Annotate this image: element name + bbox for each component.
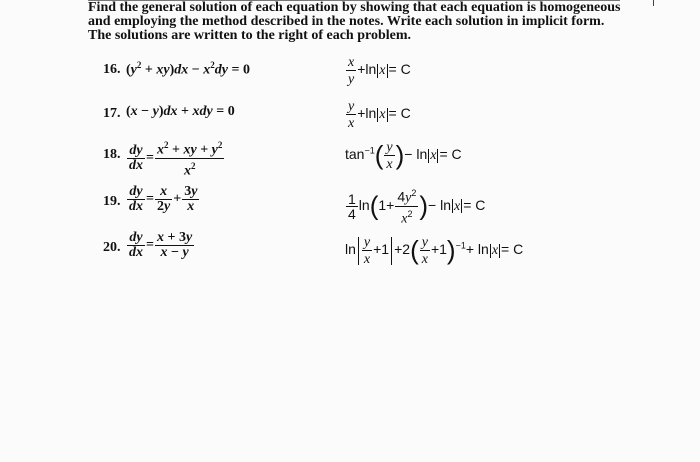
problem-equation: $(y^2 + xy)dx - x^2dy = 0$ — [126, 60, 250, 78]
problem-solution: $\tan^{-1}$( $\frac{y}{x}$ )− ln x = C — [345, 140, 462, 172]
problem-solution: $\frac{1}{4}$ ln(1+ $\frac{4y^2}{x^2}$ )− ln x = C — [348, 188, 486, 227]
problem-solution: $\frac{y}{x}$ +ln x = C — [348, 99, 411, 131]
problem-equation: (x − y)dx + xdy = 0 — [126, 104, 235, 119]
instructions-line-2: and employing the method described in the notes. Write each solution in implicit form. — [88, 14, 605, 29]
instructions — [88, 1, 648, 43]
problem-equation: $\frac{dy}{dx}$ = $\frac{x}{2y}$ + $\frac{3y}{x}$ — [129, 184, 198, 214]
problem-number: 18. — [103, 147, 121, 162]
corner-tick — [653, 0, 654, 6]
problem-number: 20. — [103, 240, 121, 255]
problem-solution: $\frac{x}{y}$ +ln x = C — [348, 55, 411, 87]
problem-number: 19. — [103, 194, 121, 209]
instructions-line-3: The solutions are written to the right of each problem. — [88, 28, 412, 43]
problem-equation: $\frac{dy}{dx}$ = $\frac{x^2 + xy + y^2}{x^2}$ — [129, 140, 223, 179]
problem-solution: ln $\frac{y}{x}$ +1 +2( $\frac{y}{x}$ +1)$^{-1}$+ ln x = C — [345, 235, 524, 267]
problem-number: 16. — [103, 62, 121, 77]
instructions-line-1: Find the general solution of each equation by showing that each equation is homogeneous — [88, 0, 621, 15]
problem-equation: $\frac{dy}{dx}$ = $\frac{x + 3y}{x - y}$ — [129, 230, 193, 260]
problem-number: 17. — [103, 106, 121, 121]
